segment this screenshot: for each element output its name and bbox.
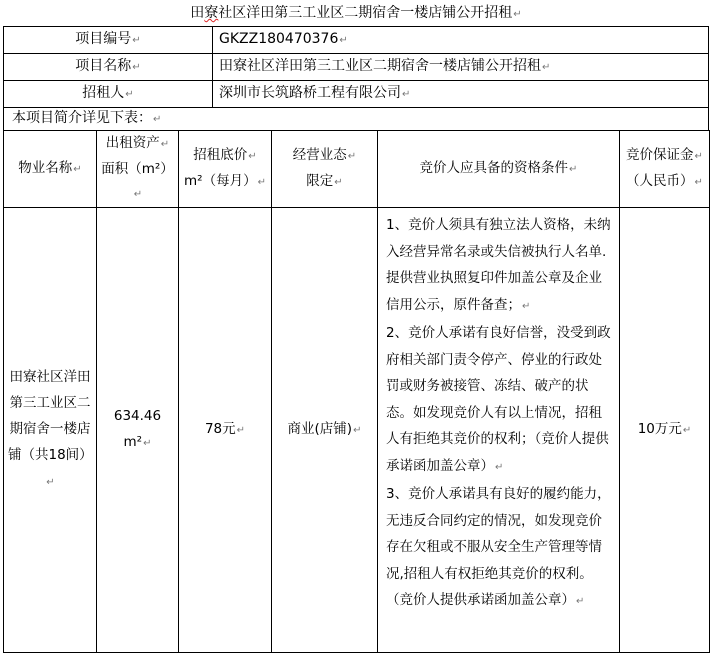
- cell-area: 634.46 m²↵: [97, 208, 179, 653]
- property-detail-table: [3, 130, 710, 653]
- header-row: [4, 131, 710, 208]
- header-deposit: 竞价保证金↵ （人民币）↵: [620, 131, 710, 208]
- value-project-id: GKZZ180470376↵: [213, 27, 709, 54]
- title-prefix: 田: [190, 5, 205, 21]
- value-lessor: 深圳市长筑路桥工程有限公司↵: [213, 81, 709, 108]
- label-project-name: 项目名称↵: [4, 54, 213, 81]
- data-row: [4, 208, 710, 653]
- qualification-3: 3、竞价人承诺具有良好的履约能力，无违反合同约定的情况，如发现竞价存在欠租或不服从安全生产管理等情况,招租人有权拒绝其竞价的权利。（竞价人提供承诺函加盖公章）↵: [386, 486, 611, 608]
- title-suffix: 社区洋田第三工业区二期宿舍一楼店铺公开招租: [218, 5, 513, 21]
- info-row-name: [4, 54, 709, 81]
- header-price: 招租底价↵ m²（每月）↵: [179, 131, 272, 208]
- cell-qualifications: [378, 208, 620, 653]
- header-area: 出租资产↵ 面积（m²）↵: [97, 131, 179, 208]
- cell-price: 78元↵: [179, 208, 272, 653]
- value-project-name: 田寮社区洋田第三工业区二期宿舍一楼店铺公开招租↵: [213, 54, 709, 81]
- cell-deposit: 10万元↵: [620, 208, 710, 653]
- label-lessor: 招租人↵: [4, 81, 213, 108]
- info-row-lessor: [4, 81, 709, 108]
- title-marked-char: 寮: [204, 5, 219, 21]
- project-info-table: [3, 26, 709, 108]
- document-title: [0, 0, 712, 26]
- label-project-id: 项目编号↵: [4, 27, 213, 54]
- header-business-type: 经营业态↵ 限定↵: [272, 131, 378, 208]
- cell-business-type: 商业(店铺)↵: [272, 208, 378, 653]
- header-property: 物业名称↵: [4, 131, 97, 208]
- info-row-id: [4, 27, 709, 54]
- qualification-1: 1、竞价人须具有独立法人资格，未纳入经营异常名录或失信被执行人名单.提供营业执照复印件加盖公章及企业信用公示，原件备查；↵: [386, 217, 611, 313]
- intro-text: 本项目简介详见下表：↵: [3, 106, 709, 130]
- cell-property: 田寮社区洋田第三工业区二期宿舍一楼店铺（共18间）↵: [4, 208, 97, 653]
- paragraph-mark: ↵: [513, 9, 522, 20]
- qualification-2: 2、竞价人承诺有良好信誉，没受到政府相关部门责令停产、停业的行政处罚或财务被接管、冻结、破产的状态。如发现竞价人有以上情况，招租人有拒绝其竞价的权利；（竞价人提供承诺函加盖公章）↵: [386, 325, 611, 474]
- header-qualifications: 竞价人应具备的资格条件↵: [378, 131, 620, 208]
